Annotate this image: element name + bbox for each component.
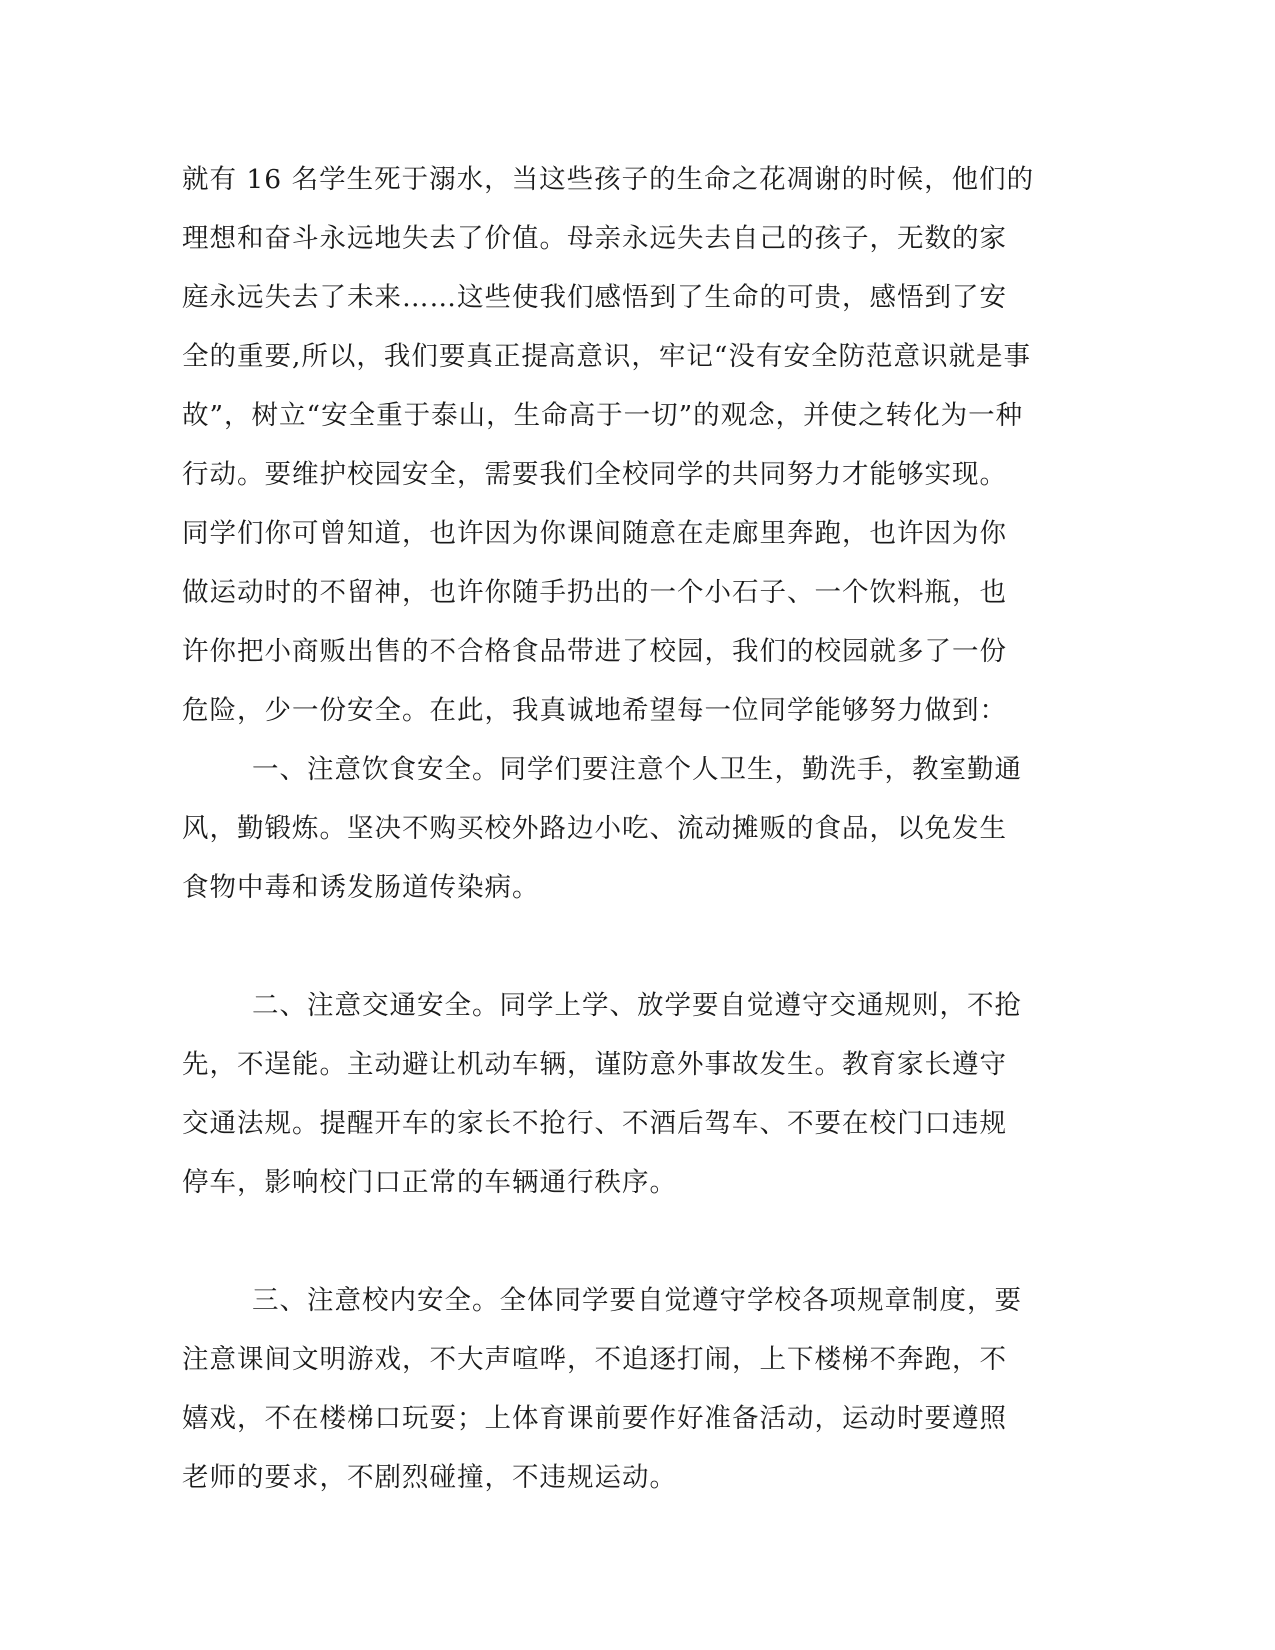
text-line: 食物中毒和诱发肠道传染病。 bbox=[182, 872, 540, 903]
text-line: 危险，少一份安全。在此，我真诚地希望每一位同学能够努力做到： bbox=[182, 695, 1007, 726]
text-line: 庭永远失去了未来……这些使我们感悟到了生命的可贵，感悟到了安 bbox=[182, 282, 1007, 313]
text-line: 停车，影响校门口正常的车辆通行秩序。 bbox=[182, 1167, 677, 1198]
text-line: 理想和奋斗永远地失去了价值。母亲永远失去自己的孩子，无数的家 bbox=[182, 223, 1007, 254]
text-line: 老师的要求，不剧烈碰撞，不违规运动。 bbox=[182, 1462, 677, 1493]
paragraph-gap bbox=[182, 1212, 1042, 1271]
text-line: 先，不逞能。主动避让机动车辆，谨防意外事故发生。教育家长遵守 bbox=[182, 1049, 1007, 1080]
text-line: 风，勤锻炼。坚决不购买校外路边小吃、流动摊贩的食品，以免发生 bbox=[182, 813, 1007, 844]
text-line: 全的重要,所以，我们要真正提高意识，牢记“没有安全防范意识就是事 bbox=[182, 341, 1031, 372]
text-line: 就有 16 名学生死于溺水，当这些孩子的生命之花凋谢的时候，他们的 bbox=[182, 164, 1035, 195]
text-line: 许你把小商贩出售的不合格食品带进了校园，我们的校园就多了一份 bbox=[182, 636, 1007, 667]
paragraph-gap bbox=[182, 917, 1042, 976]
list-item-traffic-safety: 二、注意交通安全。同学上学、放学要自觉遵守交通规则，不抢 bbox=[252, 990, 1022, 1021]
text-line: 行动。要维护校园安全，需要我们全校同学的共同努力才能够实现。 bbox=[182, 459, 1007, 490]
text-line: 注意课间文明游戏，不大声喧哗，不追逐打闹，上下楼梯不奔跑，不 bbox=[182, 1344, 1007, 1375]
text-line: 嬉戏，不在楼梯口玩耍；上体育课前要作好准备活动，运动时要遵照 bbox=[182, 1403, 1007, 1434]
text-line: 交通法规。提醒开车的家长不抢行、不酒后驾车、不要在校门口违规 bbox=[182, 1108, 1007, 1139]
list-item-food-safety: 一、注意饮食安全。同学们要注意个人卫生，勤洗手，教室勤通 bbox=[252, 754, 1022, 785]
text-line: 同学们你可曾知道，也许因为你课间随意在走廊里奔跑，也许因为你 bbox=[182, 518, 1007, 549]
text-line: 做运动时的不留神，也许你随手扔出的一个小石子、一个饮料瓶，也 bbox=[182, 577, 1007, 608]
text-line: 故”，树立“安全重于泰山，生命高于一切”的观念，并使之转化为一种 bbox=[182, 400, 1024, 431]
document-body bbox=[182, 150, 1042, 1507]
list-item-campus-safety: 三、注意校内安全。全体同学要自觉遵守学校各项规章制度，要 bbox=[252, 1285, 1022, 1316]
